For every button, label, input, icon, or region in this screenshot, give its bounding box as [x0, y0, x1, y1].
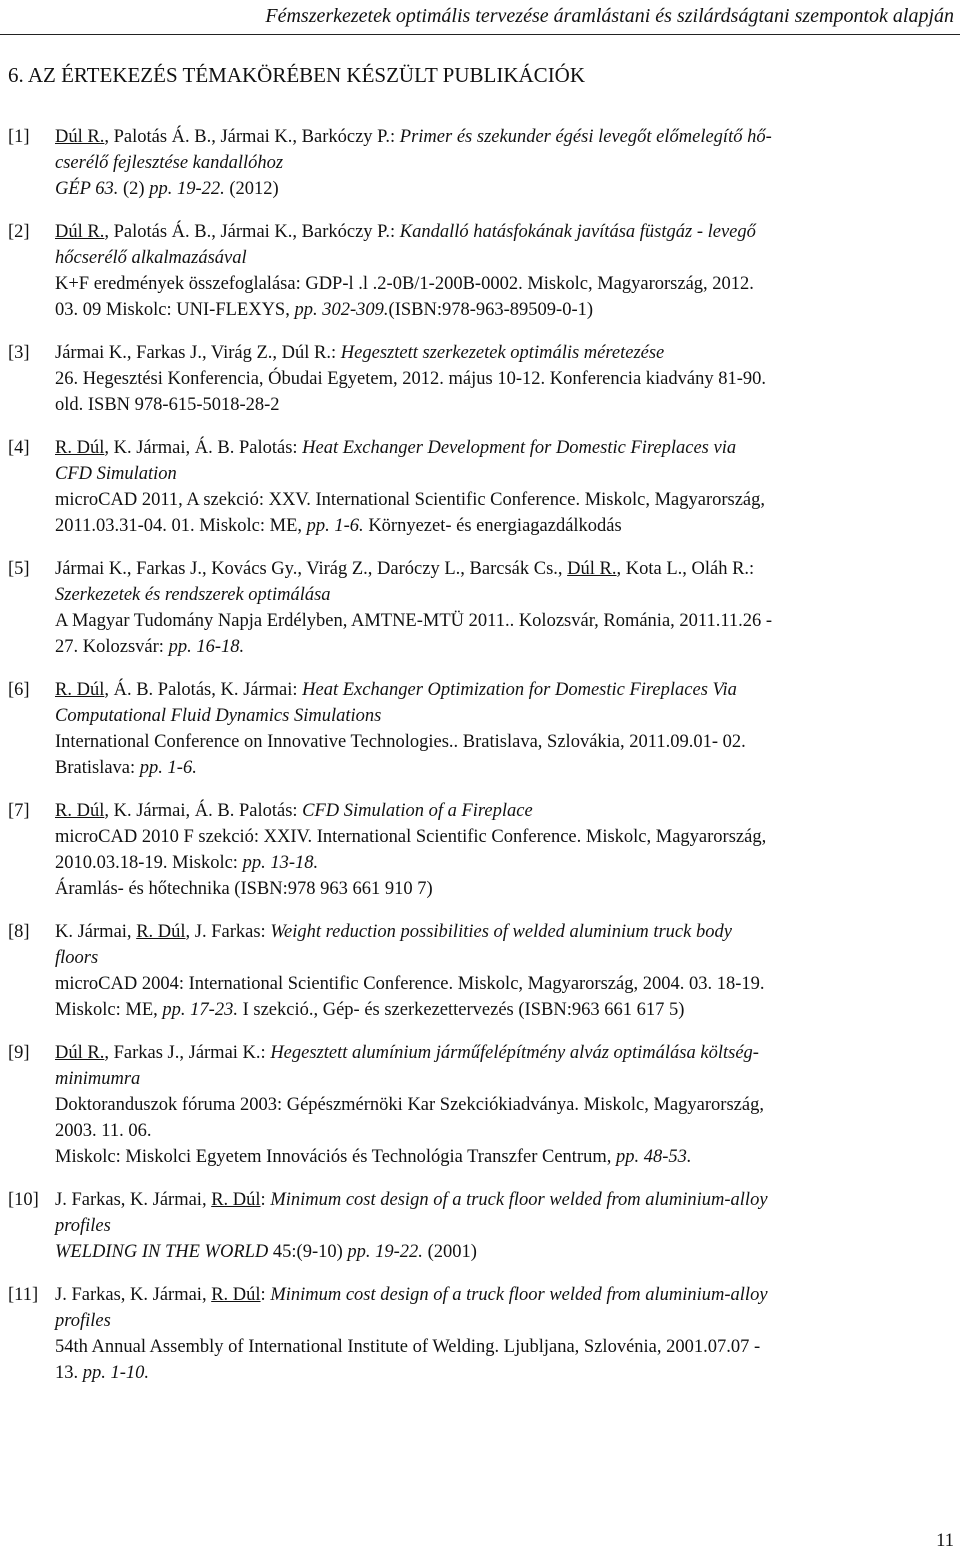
- citation-text: microCAD 2004: International Scientific Conference. Miskolc, Magyarország, 2004. 03. 18-19.: [55, 974, 765, 994]
- citation-text: 2011.03.31-04. 01. Miskolc: ME,: [55, 516, 307, 536]
- title-text: WELDING IN THE WORLD: [55, 1242, 269, 1262]
- publication-line: [55, 755, 960, 781]
- citation-text: 2003. 11. 06.: [55, 1121, 152, 1141]
- title-text: pp. 48-53.: [615, 1147, 692, 1167]
- title-text: pp. 13-18.: [242, 853, 319, 873]
- author-highlight: R. Dúl: [55, 801, 105, 821]
- publication-line: [55, 1213, 960, 1239]
- publication-number: [6]: [8, 680, 30, 700]
- publication-item: [0, 340, 960, 418]
- publication-number: [7]: [8, 801, 30, 821]
- citation-text: Miskolc: Miskolci Egyetem Innovációs és Technológia Transzfer Centrum,: [55, 1147, 616, 1167]
- citation-text: Jármai K., Farkas J., Virág Z., Dúl R.:: [55, 343, 341, 363]
- publication-line: [55, 608, 960, 634]
- publication-line: [55, 1066, 960, 1092]
- publication-line: [55, 1040, 960, 1066]
- publication-line: [55, 487, 960, 513]
- publication-item: [0, 1040, 960, 1170]
- citation-text: Doktoranduszok fóruma 2003: Gépészmérnöki Kar Szekciókiadványa. Miskolc, Magyarország,: [55, 1095, 764, 1115]
- publication-line: [55, 945, 960, 971]
- title-text: Minimum cost design of a truck floor welded from aluminium-alloy: [270, 1285, 768, 1305]
- citation-text: K. Jármai,: [55, 922, 137, 942]
- author-highlight: R. Dúl: [136, 922, 186, 942]
- author-highlight: Dúl R.: [567, 559, 617, 579]
- title-text: Computational Fluid Dynamics Simulations: [55, 706, 382, 726]
- publication-line: [55, 366, 960, 392]
- author-highlight: Dúl R.: [55, 127, 105, 147]
- publication-line: [55, 997, 960, 1023]
- title-text: Szerkezetek és rendszerek optimálása: [55, 585, 331, 605]
- publication-number: [1]: [8, 127, 30, 147]
- publication-line: [55, 513, 960, 539]
- title-text: Minimum cost design of a truck floor welded from aluminium-alloy: [270, 1190, 768, 1210]
- citation-text: K+F eredmények összefoglalása: GDP-l .l .2-0B/1-200B-0002. Miskolc, Magyarország, 2012.: [55, 274, 754, 294]
- title-text: minimumra: [55, 1069, 141, 1089]
- publication-item: [0, 219, 960, 323]
- publication-number: [3]: [8, 343, 30, 363]
- publication-line: [55, 798, 960, 824]
- author-highlight: R. Dúl: [55, 438, 105, 458]
- citation-text: old. ISBN 978-615-5018-28-2: [55, 395, 280, 415]
- title-text: pp. 302-309.: [294, 300, 389, 320]
- citation-text: , K. Jármai, Á. B. Palotás:: [104, 801, 303, 821]
- publication-item: [0, 798, 960, 902]
- section-title: 6. AZ ÉRTEKEZÉS TÉMAKÖRÉBEN KÉSZÜLT PUBLIKÁCIÓK: [8, 63, 586, 87]
- publication-line: [55, 703, 960, 729]
- publication-number: [4]: [8, 438, 30, 458]
- citation-text: Bratislava:: [55, 758, 140, 778]
- publication-line: [55, 634, 960, 660]
- title-text: Hegesztett alumínium járműfelépítmény alváz optimálása költség-: [270, 1043, 759, 1063]
- publication-line: [55, 219, 960, 245]
- citation-text: Környezet- és energiagazdálkodás: [363, 516, 622, 536]
- citation-text: 54th Annual Assembly of International Institute of Welding. Ljubljana, Szlovénia, 2001.07.07 -: [55, 1337, 761, 1357]
- citation-text: Jármai K., Farkas J., Kovács Gy., Virág Z., Daróczy L., Barcsák Cs.,: [55, 559, 568, 579]
- citation-text: 26. Hegesztési Konferencia, Óbudai Egyetem, 2012. május 10-12. Konferencia kiadvány 81-90.: [55, 369, 767, 389]
- title-text: floors: [55, 948, 99, 968]
- publication-line: [55, 824, 960, 850]
- citation-text: , Palotás Á. B., Jármai K., Barkóczy P.:: [104, 127, 400, 147]
- publication-line: [55, 435, 960, 461]
- publication-line: [55, 1360, 960, 1386]
- publication-item: [0, 1187, 960, 1265]
- publication-item: [0, 124, 960, 202]
- publication-line: [55, 461, 960, 487]
- publication-item: [0, 677, 960, 781]
- citation-text: (2012): [224, 179, 279, 199]
- citation-text: A Magyar Tudomány Napja Erdélyben, AMTNE-MTÜ 2011.. Kolozsvár, Románia, 2011.11.26 -: [55, 611, 773, 631]
- publication-line: [55, 340, 960, 366]
- publication-line: [55, 556, 960, 582]
- citation-text: microCAD 2010 F szekció: XXIV. International Scientific Conference. Miskolc, Magyarország,: [55, 827, 767, 847]
- publication-line: [55, 1334, 960, 1360]
- publication-line: [55, 1187, 960, 1213]
- publication-number: [2]: [8, 222, 30, 242]
- publication-line: [55, 1308, 960, 1334]
- citation-text: Miskolc: ME,: [55, 1000, 163, 1020]
- publication-line: [55, 150, 960, 176]
- publication-number: [5]: [8, 559, 30, 579]
- title-text: CFD Simulation: [55, 464, 177, 484]
- publication-line: [55, 1092, 960, 1118]
- publication-line: [55, 971, 960, 997]
- title-text: Hegesztett szerkezetek optimális méretezése: [340, 343, 665, 363]
- title-text: pp. 1-6.: [306, 516, 364, 536]
- publication-line: [55, 582, 960, 608]
- author-highlight: R. Dúl: [211, 1285, 261, 1305]
- author-highlight: Dúl R.: [55, 1043, 105, 1063]
- publication-number: [11]: [8, 1285, 39, 1305]
- publication-number: [9]: [8, 1043, 30, 1063]
- title-text: pp. 16-18.: [168, 637, 245, 657]
- title-text: profiles: [55, 1311, 111, 1331]
- title-text: profiles: [55, 1216, 111, 1236]
- publication-number: [10]: [8, 1190, 39, 1210]
- publication-number: [8]: [8, 922, 30, 942]
- publication-line: [55, 271, 960, 297]
- publication-line: [55, 729, 960, 755]
- citation-text: (2001): [422, 1242, 477, 1262]
- title-text: pp. 19-22.: [347, 1242, 423, 1262]
- header-rule: [0, 34, 960, 35]
- publication-line: [55, 1282, 960, 1308]
- title-text: GÉP 63.: [55, 179, 124, 199]
- citation-text: , K. Jármai, Á. B. Palotás:: [104, 438, 303, 458]
- publication-line: [55, 1118, 960, 1144]
- title-text: pp. 1-6.: [139, 758, 197, 778]
- page-number: 11: [936, 1531, 954, 1551]
- citation-text: , Kota L., Oláh R.:: [616, 559, 755, 579]
- citation-text: J. Farkas, K. Jármai,: [55, 1285, 212, 1305]
- citation-text: Áramlás- és hőtechnika (ISBN:978 963 661 910 7): [55, 879, 433, 899]
- citation-text: , Palotás Á. B., Jármai K., Barkóczy P.:: [104, 222, 400, 242]
- publication-line: [55, 124, 960, 150]
- author-highlight: R. Dúl: [55, 680, 105, 700]
- title-text: pp. 17-23.: [162, 1000, 238, 1020]
- citation-text: I szekció., Gép- és szerkezettervezés (ISBN:963 661 617 5): [237, 1000, 685, 1020]
- publication-item: [0, 435, 960, 539]
- publication-item: [0, 919, 960, 1023]
- title-text: pp. 1-10.: [82, 1363, 150, 1383]
- citation-text: , Á. B. Palotás, K. Jármai:: [104, 680, 303, 700]
- title-text: Primer és szekunder égési levegőt előmelegítő hő-: [399, 127, 772, 147]
- publication-item: [0, 1282, 960, 1386]
- author-highlight: Dúl R.: [55, 222, 105, 242]
- publication-line: [55, 245, 960, 271]
- citation-text: :: [260, 1285, 271, 1305]
- title-text: hőcserélő alkalmazásával: [55, 248, 247, 268]
- citation-text: :: [260, 1190, 271, 1210]
- title-text: Kandalló hatásfokának javítása füstgáz - levegő: [399, 222, 756, 242]
- publication-line: [55, 297, 960, 323]
- citation-text: microCAD 2011, A szekció: XXV. International Scientific Conference. Miskolc, Magyarország,: [55, 490, 766, 510]
- publication-line: [55, 850, 960, 876]
- citation-text: 27. Kolozsvár:: [55, 637, 169, 657]
- publication-line: [55, 919, 960, 945]
- title-text: Heat Exchanger Development for Domestic Fireplaces via: [302, 438, 737, 458]
- title-text: pp. 19-22.: [149, 179, 225, 199]
- citation-text: , J. Farkas:: [185, 922, 271, 942]
- title-text: cserélő fejlesztése kandallóhoz: [55, 153, 284, 173]
- publication-item: [0, 556, 960, 660]
- author-highlight: R. Dúl: [211, 1190, 261, 1210]
- publication-line: [55, 677, 960, 703]
- citation-text: 13.: [55, 1363, 83, 1383]
- citation-text: 2010.03.18-19. Miskolc:: [55, 853, 243, 873]
- citation-text: International Conference on Innovative Technologies.. Bratislava, Szlovákia, 2011.09.01- 02.: [55, 732, 746, 752]
- citation-text: 03. 09 Miskolc: UNI-FLEXYS,: [55, 300, 295, 320]
- title-text: Weight reduction possibilities of welded aluminium truck body: [270, 922, 732, 942]
- citation-text: 45:(9-10): [268, 1242, 348, 1262]
- publication-line: [55, 392, 960, 418]
- title-text: CFD Simulation of a Fireplace: [302, 801, 533, 821]
- citation-text: , Farkas J., Jármai K.:: [104, 1043, 271, 1063]
- publication-line: [55, 876, 960, 902]
- citation-text: (2): [123, 179, 150, 199]
- publication-line: [55, 1239, 960, 1265]
- publication-line: [55, 1144, 960, 1170]
- publication-line: [55, 176, 960, 202]
- citation-text: (ISBN:978-963-89509-0-1): [388, 300, 594, 320]
- running-header: Fémszerkezetek optimális tervezése áramlástani és szilárdságtani szempontok alapján: [265, 5, 954, 27]
- title-text: Heat Exchanger Optimization for Domestic Fireplaces Via: [302, 680, 737, 700]
- citation-text: J. Farkas, K. Jármai,: [55, 1190, 212, 1210]
- publication-list: [0, 124, 960, 1403]
